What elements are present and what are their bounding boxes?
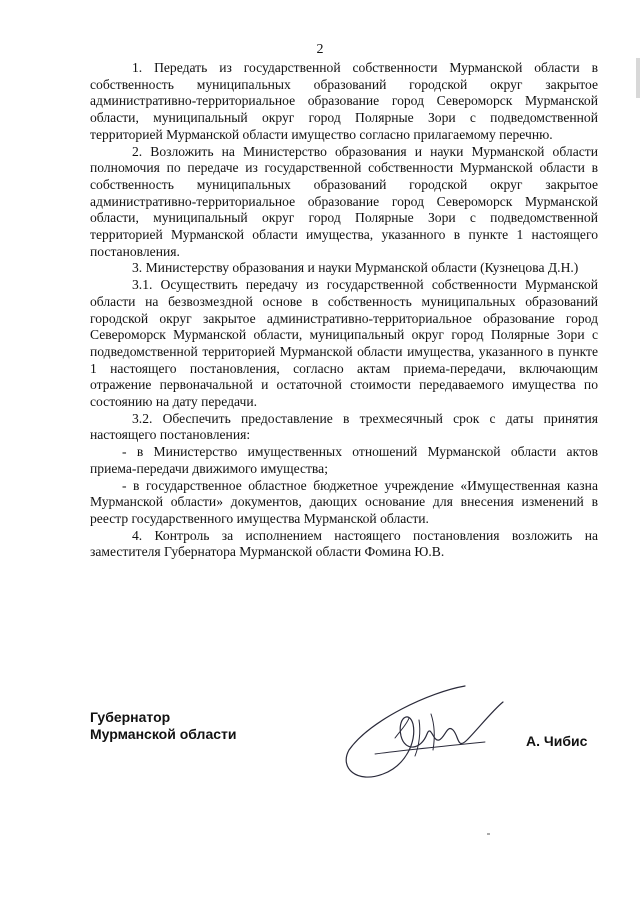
signatory-position-line2: Мурманской области <box>90 726 237 742</box>
paragraph-2: 2. Возложить на Министерство образования и науки Мурманской области полномочия по передаче из государственной собственности Мурманской области в собственность муниципальных образований городской округ закрытое административно-территориальное образование город Североморск Мурманской области, муниципальный округ город Полярные Зори с подведомственной территорией Мурманской области имущества, указанного в пункте 1 настоящего постановления. <box>90 143 598 259</box>
signatory-position <box>90 709 236 743</box>
paragraph-3-2-item-2: - в государственное областное бюджетное учреждение «Имущественная казна Мурманской области» документов, дающих основание для внесения изменений в реестр государственного имущества Мурманской области. <box>90 477 598 526</box>
paragraph-4: 4. Контроль за исполнением настоящего постановления возложить на заместителя Губернатора Мурманской области Фомина Ю.В. <box>90 527 598 560</box>
page-number: 2 <box>316 42 324 57</box>
document-body <box>90 60 598 561</box>
signatory-position-line1: Губернатор <box>90 709 171 725</box>
signature-block <box>90 709 610 829</box>
paragraph-1: 1. Передать из государственной собственности Мурманской области в собственность муниципальных образований городской округ закрытое административно-территориальное образование город Североморск Мурманской области, муниципальный округ город Полярные Зори с подведомственной территорией Мурманской области имущество согласно прилагаемому перечню. <box>90 60 598 142</box>
paragraph-3-2-item-1: - в Министерство имущественных отношений Мурманской области актов приема-передачи движимого имущества; <box>90 444 598 476</box>
scan-edge-mark <box>636 58 640 98</box>
paragraph-3-2: 3.2. Обеспечить предоставление в трехмесячный срок с даты принятия настоящего постановления: <box>90 410 598 443</box>
scan-dot <box>487 833 490 835</box>
paragraph-3: 3. Министерству образования и науки Мурманской области (Кузнецова Д.Н.) <box>132 260 579 276</box>
paragraph-3-1: 3.1. Осуществить передачу из государственной собственности Мурманской области на безвозмездной основе в собственность муниципальных образований городской округ закрытое административно-территориальное образование город Североморск Мурманской области, муниципальный округ город Полярные Зори с подведомственной территорией Мурманской области имущества, указанного в пункте 1 настоящего постановления, согласно актам приема-передачи, включающим отражение первоначальной и остаточной стоимости передаваемого имущества по состоянию на дату передачи. <box>90 277 598 410</box>
signatory-name: А. Чибис <box>526 733 588 749</box>
